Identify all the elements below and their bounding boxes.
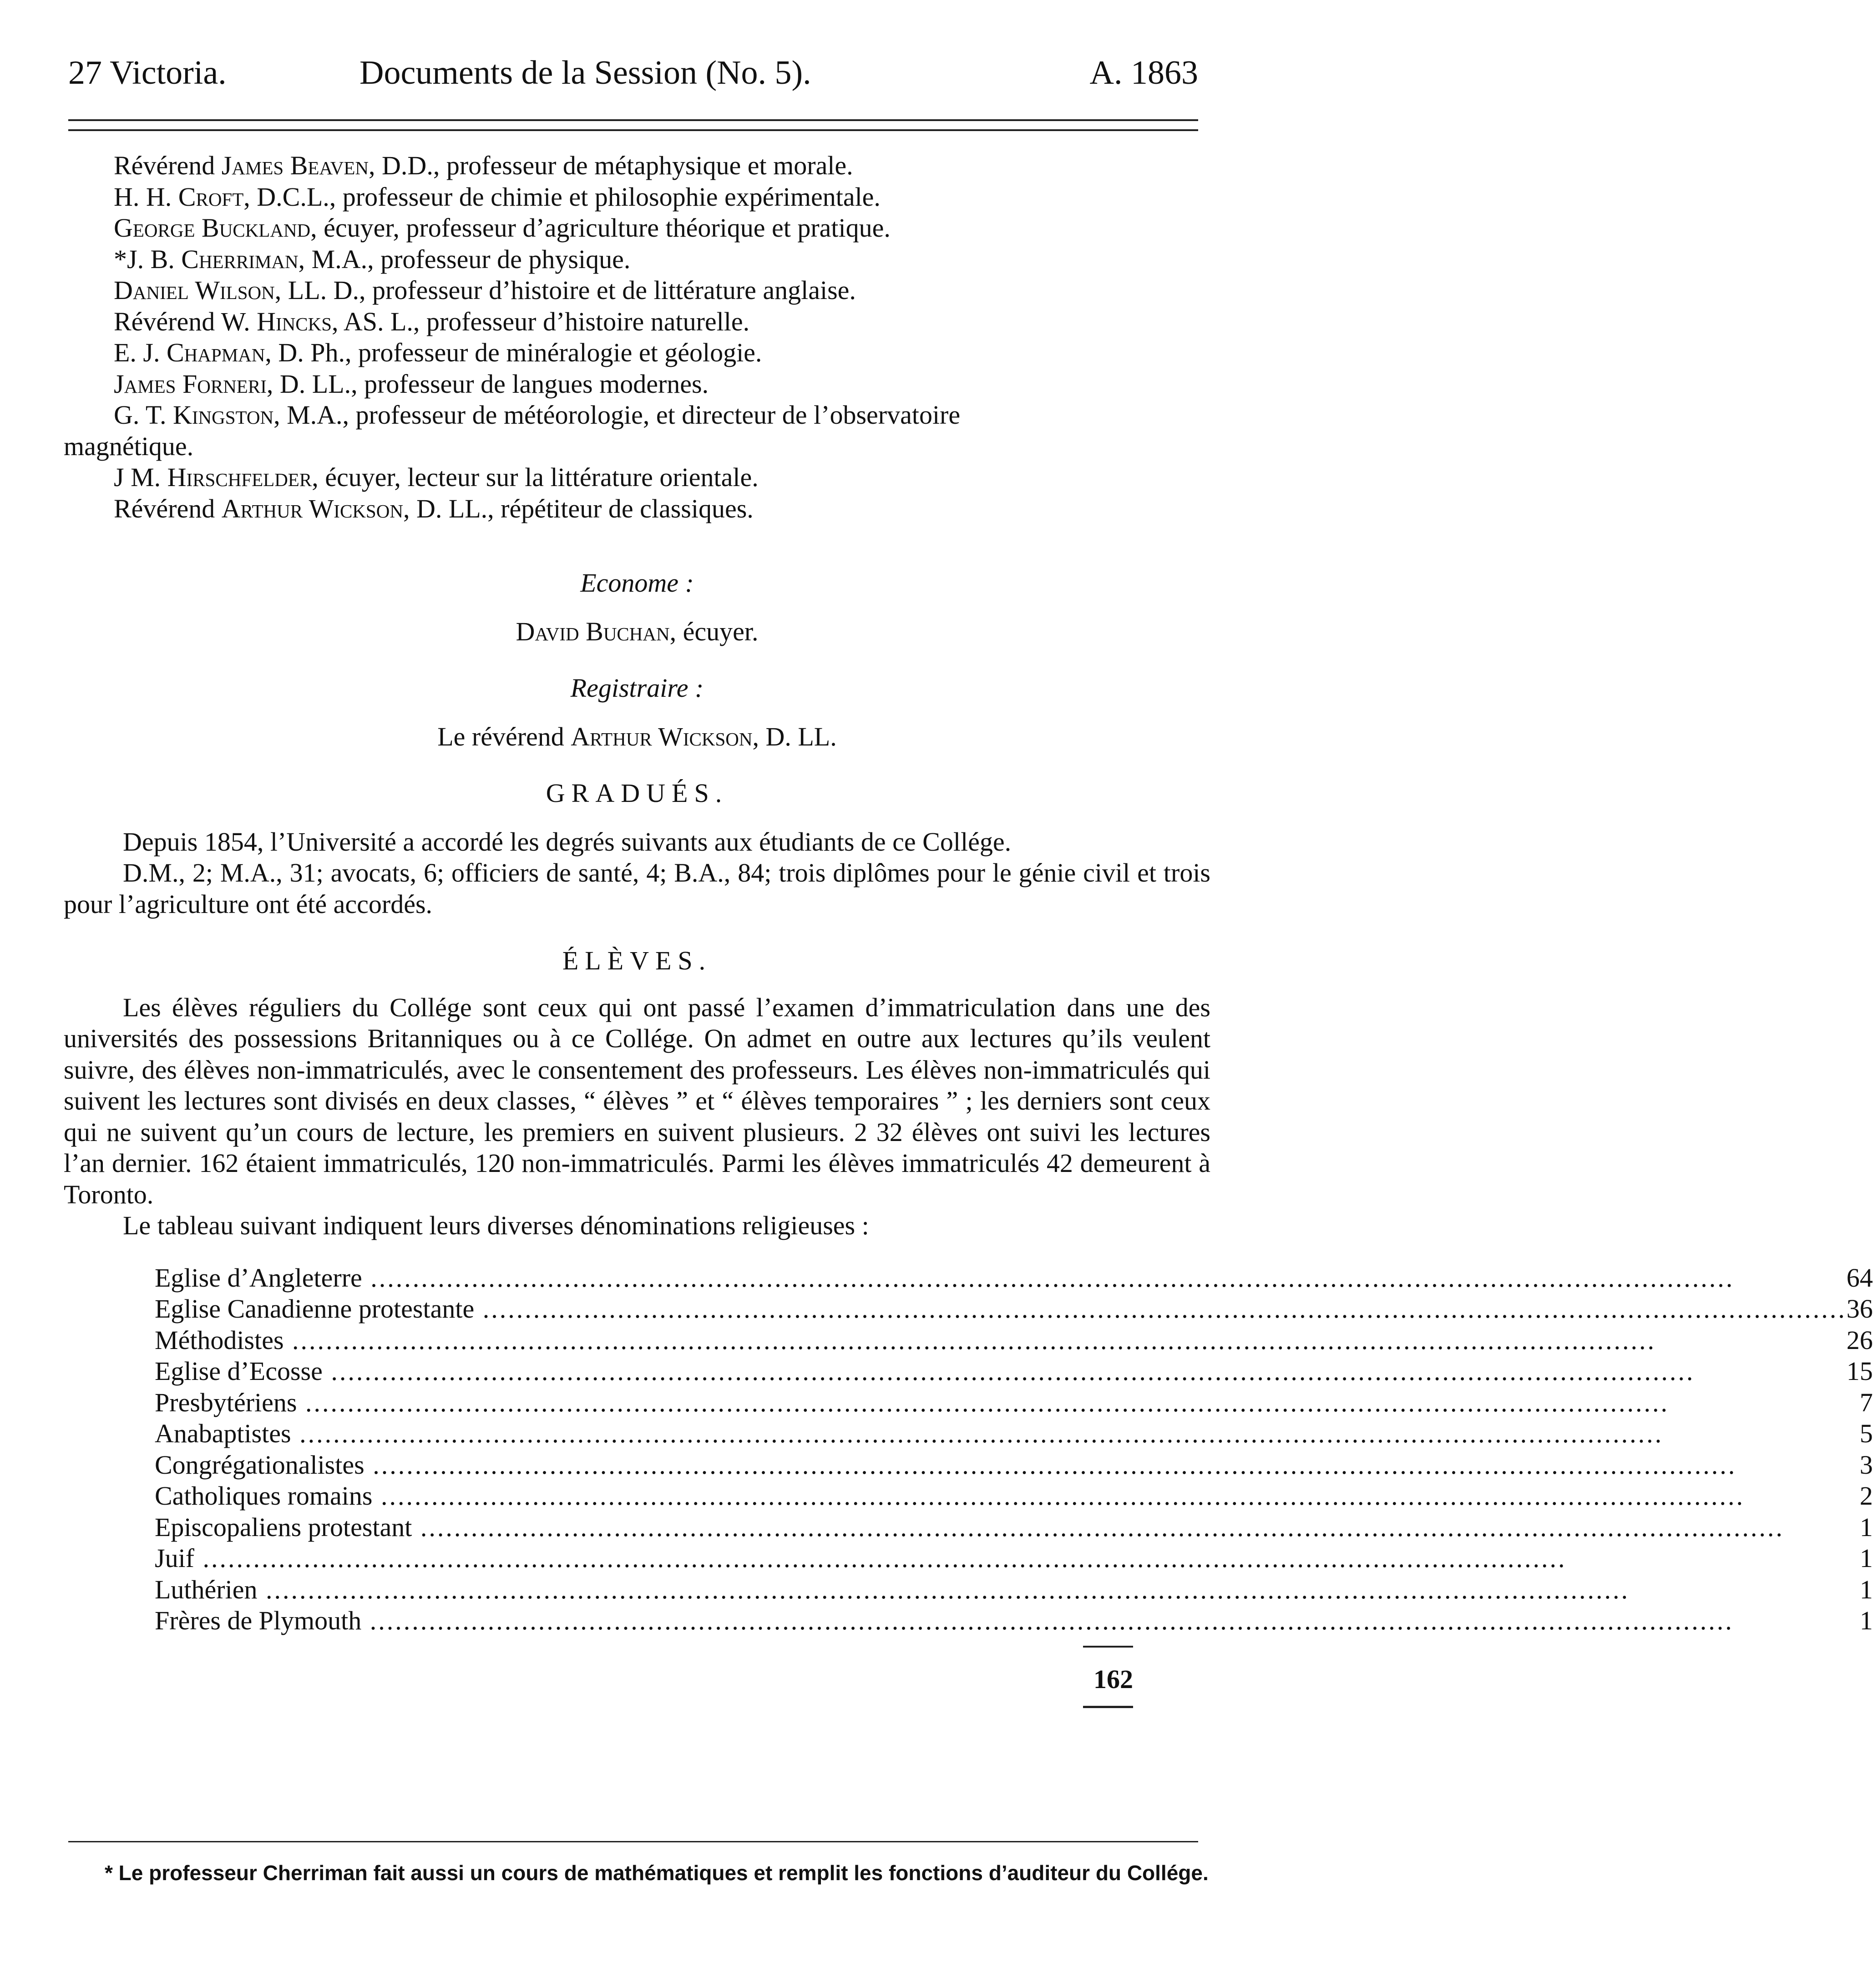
- staff-name: Chapman: [167, 338, 265, 367]
- table-row: [155, 1481, 1873, 1512]
- staff-role: , D. LL., professeur de langues modernes.: [266, 369, 709, 399]
- staff-role: , AS. L., professeur d’histoire naturelle.: [332, 306, 750, 336]
- denomination-name: [155, 1356, 1847, 1387]
- staff-prefix: Révérend W.: [114, 306, 257, 336]
- denomination-label: Méthodistes .....: [155, 1325, 1656, 1355]
- denomination-name: [155, 1325, 1847, 1356]
- denomination-label: Eglise d’Ecosse .....: [155, 1356, 1695, 1386]
- denominations-table: [155, 1263, 1873, 1637]
- registraire-title: , D. LL.: [752, 721, 837, 751]
- denomination-count: 1: [1859, 1543, 1873, 1573]
- staff-role: , écuyer, professeur d’agriculture théorique et pratique.: [310, 213, 891, 243]
- table-row: [155, 1574, 1873, 1606]
- table-intro: Le tableau suivant indiquent leurs diverses dénominations religieuses :: [123, 1211, 869, 1240]
- table-row: [155, 1325, 1873, 1356]
- eleves-paragraph: Les élèves réguliers du Collége sont ceux qui ont passé l’examen d’immatriculation dans une des universités des possessions Britanniques ou à ce Collége. On admet en outre aux lectures qu’ils veulent suivre, des élèves non-immatriculés, avec le consentement des professeurs. Les élèves non-immatriculés qui suivent les lectures sont divisés en deux classes, “ élèves ” et “ élèves temporaires ” ; les derniers sont ceux qui ne suivent qu’un cours de lecture, les premiers en suivent plusieurs. 2 32 élèves ont suivi les lectures l’an dernier. 162 étaient immatriculés, 120 non-immatriculés. Parmi les élèves immatriculés 42 demeurent à Toronto.: [64, 992, 1210, 1209]
- denomination-name: [155, 1512, 1847, 1543]
- staff-line: [64, 150, 1210, 182]
- staff-name: James Forneri: [114, 369, 267, 399]
- gradues-line-2: D.M., 2; M.A., 31; avocats, 6; officiers de santé, 4; B.A., 84; trois diplômes pour le génie civil et trois pour l’agriculture ont été accordés.: [64, 858, 1210, 919]
- staff-role: , D.C.L., professeur de chimie et philosophie expérimentale.: [243, 182, 881, 212]
- footnote-rule: [68, 1841, 1198, 1842]
- registraire-prefix: Le révérend: [437, 721, 571, 751]
- page-header: [68, 54, 1198, 95]
- table-row: [155, 1293, 1873, 1325]
- denomination-name: [155, 1605, 1847, 1637]
- econome-entry: [64, 616, 1210, 648]
- registraire-heading: Registraire :: [570, 673, 704, 703]
- staff-prefix: H. H.: [114, 182, 178, 212]
- staff-line: [64, 275, 1210, 306]
- staff-line: [64, 213, 1210, 244]
- staff-line: [64, 493, 1210, 525]
- staff-prefix: Révérend: [114, 493, 222, 523]
- denomination-name: [155, 1543, 1847, 1574]
- denomination-label: Eglise d’Angleterre .....: [155, 1263, 1734, 1293]
- staff-name: Cherriman: [181, 244, 299, 274]
- staff-role: , D.D., professeur de métaphysique et morale.: [369, 151, 853, 180]
- staff-role: , D. LL., répétiteur de classiques.: [403, 493, 754, 523]
- denomination-count: 7: [1859, 1387, 1873, 1417]
- denomination-count: 64: [1846, 1263, 1873, 1293]
- staff-name: Daniel Wilson: [114, 275, 275, 305]
- staff-line: [64, 337, 1210, 369]
- staff-role: , écuyer, lecteur sur la littérature orientale.: [312, 462, 759, 492]
- staff-line-continuation: magnétique.: [64, 431, 194, 461]
- denomination-label: Luthérien .....: [155, 1575, 1630, 1604]
- table-row: [155, 1387, 1873, 1419]
- table-row: [155, 1605, 1873, 1637]
- denomination-label: Presbytériens .....: [155, 1388, 1669, 1417]
- staff-prefix: *J. B.: [114, 244, 182, 274]
- header-left: 27 Victoria.: [68, 54, 227, 91]
- staff-role: , M.A., professeur de physique.: [298, 244, 631, 274]
- staff-list: [64, 150, 1210, 524]
- denomination-label: Eglise Canadienne protestante .....: [155, 1294, 1847, 1324]
- denomination-count: 36: [1846, 1294, 1873, 1324]
- denomination-name: [155, 1481, 1847, 1512]
- total-block: [155, 1637, 1133, 1714]
- staff-name: Arthur Wickson: [221, 493, 403, 523]
- table-row: [155, 1356, 1873, 1387]
- staff-name: George Buckland: [114, 213, 311, 243]
- staff-prefix: J M.: [114, 462, 167, 492]
- table-row: [155, 1418, 1873, 1450]
- staff-line: [64, 244, 1210, 275]
- econome-title: , écuyer.: [669, 616, 759, 646]
- table-row: [155, 1263, 1873, 1294]
- registraire-name: Arthur Wickson: [571, 721, 753, 751]
- denomination-count: 1: [1859, 1512, 1873, 1542]
- econome-heading: Econome :: [580, 568, 694, 598]
- denomination-label: Episcopaliens protestant .....: [155, 1512, 1784, 1542]
- staff-name: James Beaven: [221, 151, 369, 180]
- denomination-name: [155, 1387, 1847, 1419]
- staff-line: [64, 400, 1210, 431]
- staff-name: Hirschfelder: [167, 462, 312, 492]
- staff-line: [64, 182, 1210, 213]
- denomination-count: 2: [1859, 1481, 1873, 1511]
- staff-name: Kingston: [172, 400, 274, 430]
- denomination-label: Juif .....: [155, 1543, 1567, 1573]
- gradues-heading: GRADUÉS.: [546, 778, 729, 808]
- total-rule-top: [1083, 1646, 1133, 1648]
- denomination-name: [155, 1574, 1847, 1606]
- staff-prefix: E. J.: [114, 338, 167, 367]
- denomination-count: 1: [1859, 1574, 1873, 1604]
- denomination-name: [155, 1263, 1847, 1294]
- denomination-label: Catholiques romains .....: [155, 1481, 1745, 1511]
- staff-name: Hincks: [257, 306, 332, 336]
- econome-name: David Buchan: [516, 616, 670, 646]
- denomination-label: Frères de Plymouth .....: [155, 1606, 1734, 1635]
- denomination-name: [155, 1450, 1847, 1481]
- denomination-count: 5: [1859, 1419, 1873, 1448]
- header-title: Documents de la Session (No. 5).: [359, 54, 811, 91]
- table-row: [155, 1450, 1873, 1481]
- denomination-count: 1: [1859, 1606, 1873, 1635]
- page-body: [64, 150, 1873, 1714]
- registraire-entry: [64, 721, 1210, 753]
- denomination-name: [155, 1418, 1847, 1450]
- denomination-label: Congrégationalistes .....: [155, 1450, 1736, 1480]
- staff-prefix: Révérend: [114, 151, 222, 180]
- staff-line: [64, 306, 1210, 338]
- footnote: * Le professeur Cherriman fait aussi un cours de mathématiques et remplit les fonctions d’auditeur du Collége.: [105, 1861, 1209, 1885]
- staff-prefix: G. T.: [114, 400, 173, 430]
- denomination-name: [155, 1293, 1847, 1325]
- staff-role: , LL. D., professeur d’histoire et de littérature anglaise.: [274, 275, 856, 305]
- denomination-label: Anabaptistes .....: [155, 1419, 1663, 1448]
- header-right: A. 1863: [1089, 54, 1198, 91]
- denomination-count: 15: [1846, 1356, 1873, 1386]
- total-rule-bottom: [1083, 1706, 1133, 1708]
- staff-role: , D. Ph., professeur de minéralogie et géologie.: [265, 338, 762, 367]
- staff-name: Croft: [178, 182, 244, 212]
- eleves-heading: ÉLÈVES.: [562, 946, 712, 975]
- denomination-count: 26: [1846, 1325, 1873, 1355]
- header-rule: [68, 119, 1198, 131]
- denomination-count: 3: [1859, 1450, 1873, 1480]
- staff-role: , M.A., professeur de météorologie, et directeur de l’observatoire: [273, 400, 961, 430]
- total-value: 162: [1093, 1664, 1133, 1694]
- staff-line: [64, 462, 1210, 493]
- staff-line: [64, 369, 1210, 400]
- table-row: [155, 1512, 1873, 1543]
- gradues-line-1: Depuis 1854, l’Université a accordé les degrés suivants aux étudiants de ce Collége.: [123, 827, 1012, 857]
- table-row: [155, 1543, 1873, 1574]
